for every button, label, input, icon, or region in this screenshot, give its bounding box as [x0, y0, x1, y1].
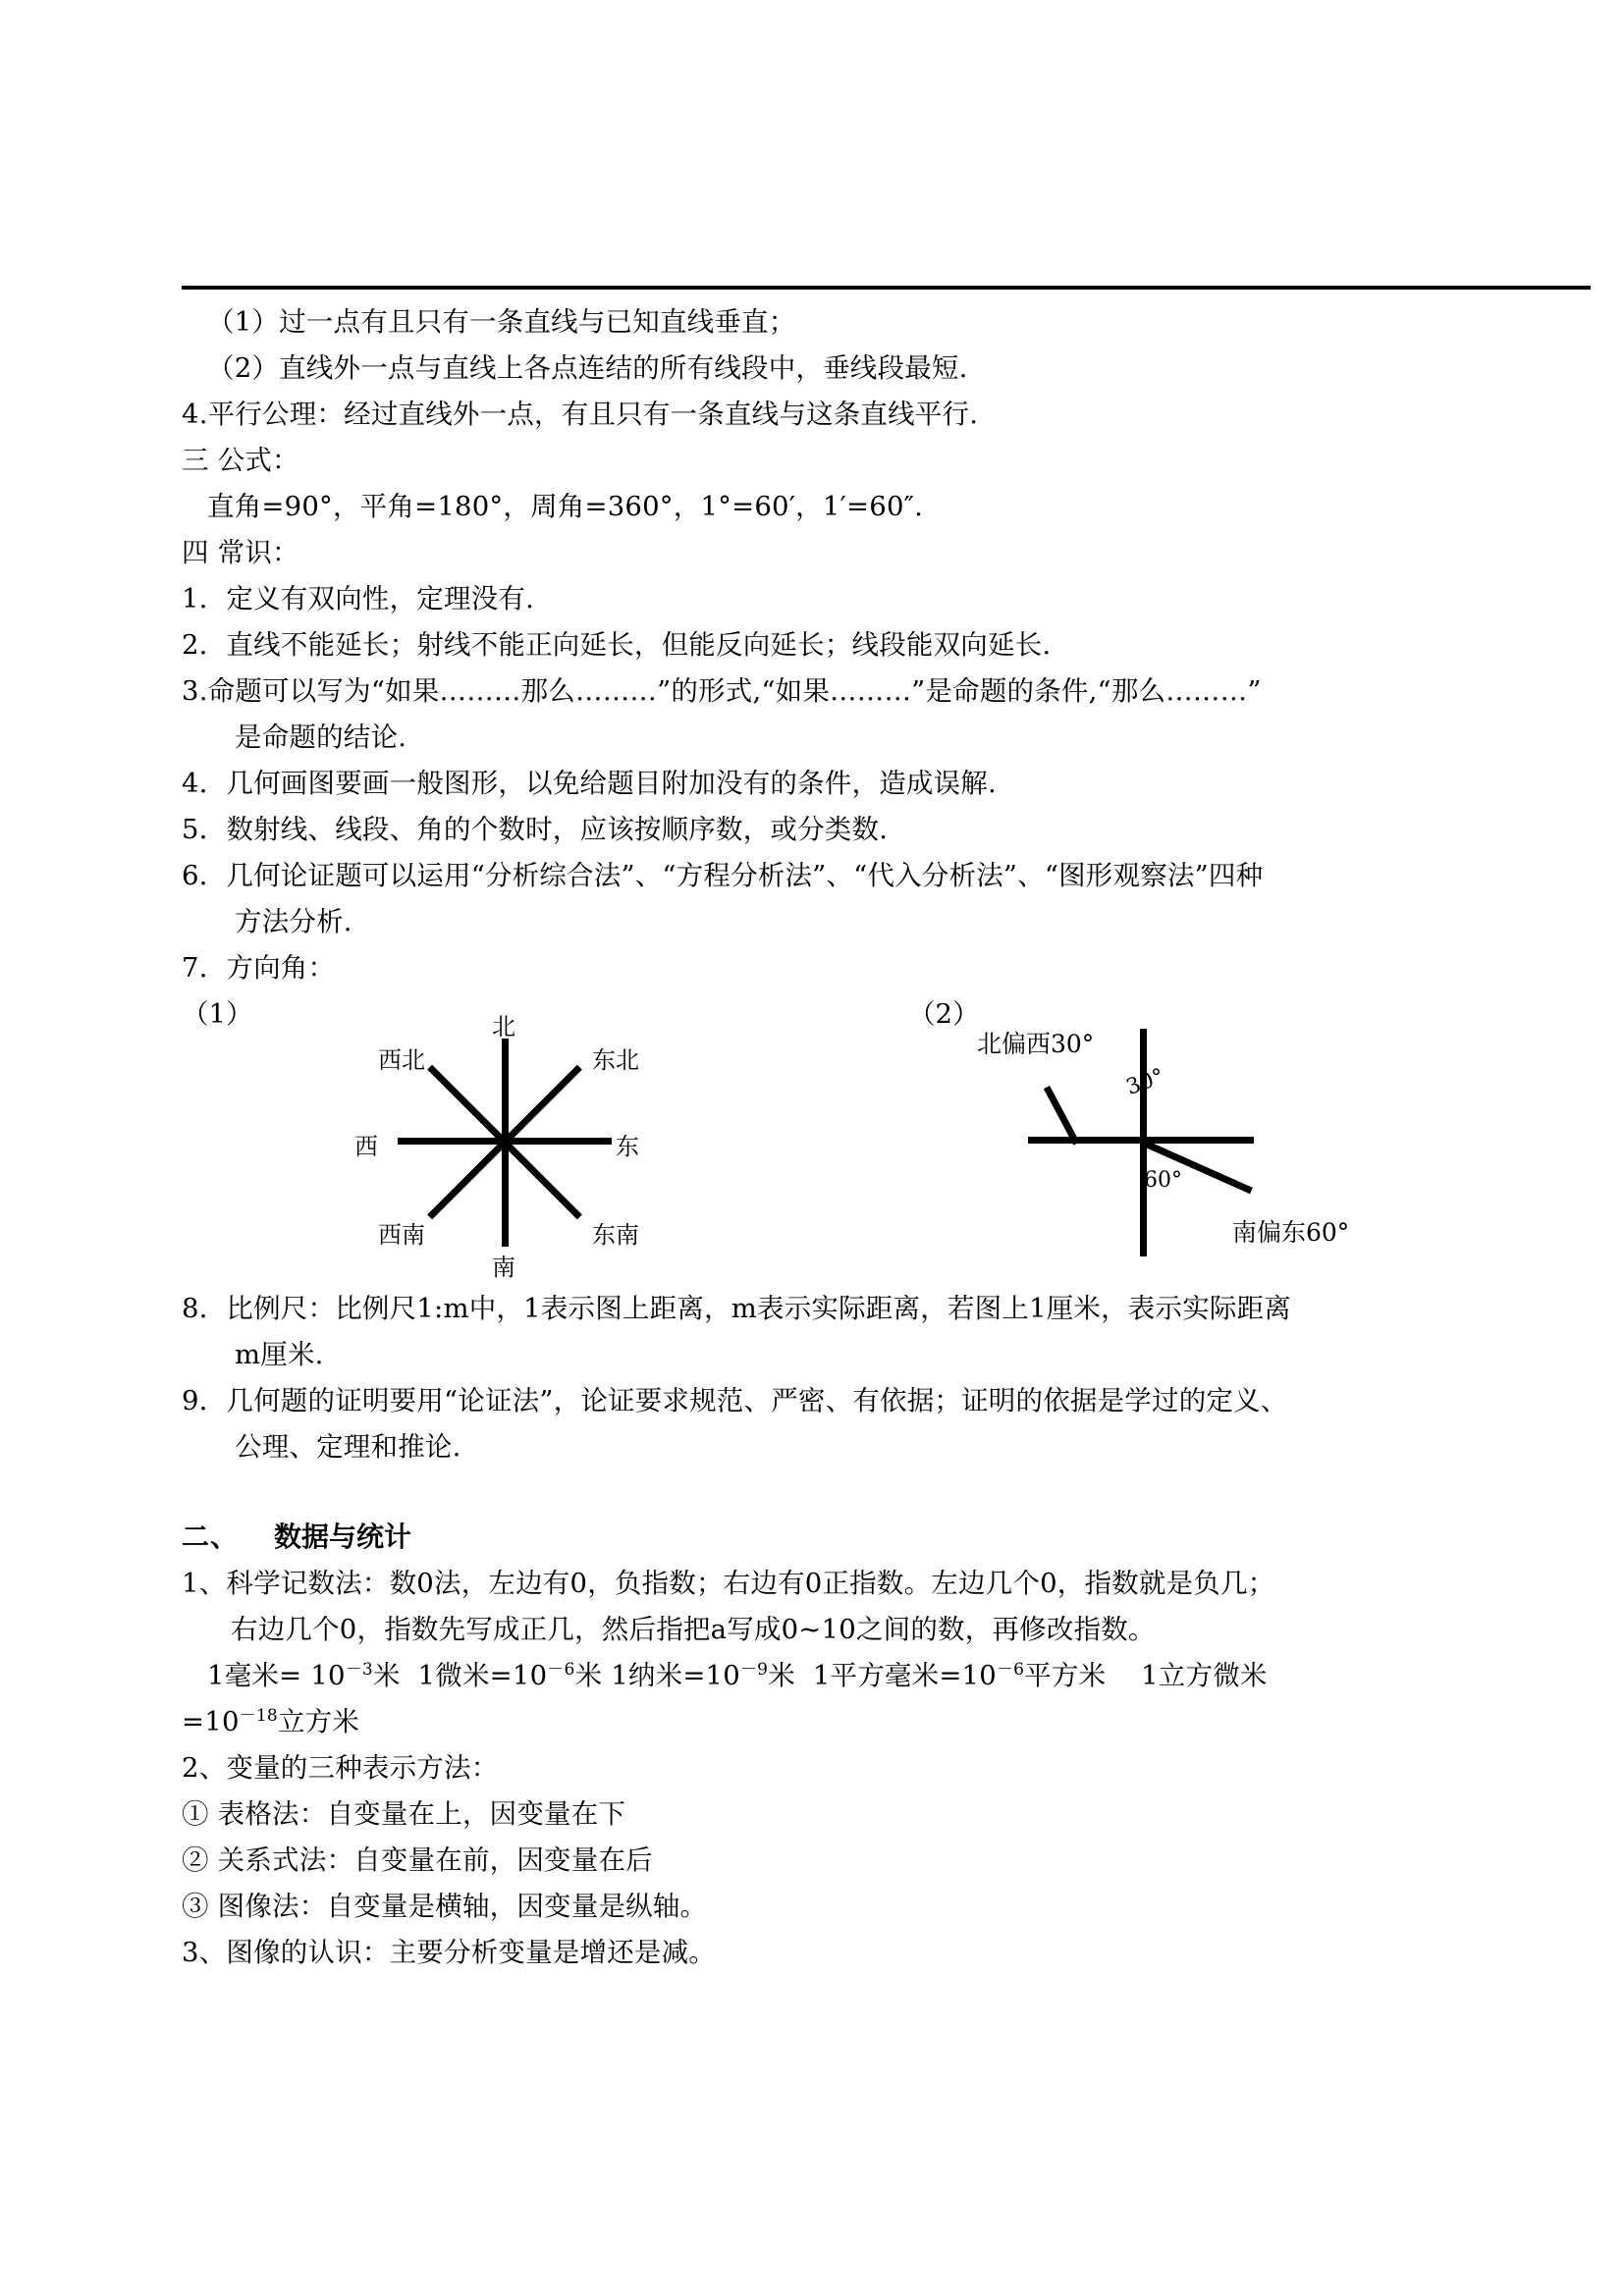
text-line: ① 表格法：自变量在上，因变量在下: [182, 1798, 626, 1830]
unit-text: 1毫米= 10: [207, 1660, 346, 1691]
subsection-heading-common-knowledge: 四 常识：: [182, 537, 299, 568]
figure-2-label: （2）: [908, 998, 980, 1030]
eight-direction-compass-figure: [354, 1013, 653, 1281]
exponent: －6: [996, 1659, 1025, 1680]
exponent: －6: [547, 1659, 575, 1680]
text-line: （2）直线外一点与直线上各点连结的所有线段中，垂线段最短.: [207, 352, 968, 384]
text-line: 6．几何论证题可以运用“分析综合法”、“方程分析法”、“代入分析法”、“图形观察法”四种: [182, 860, 1264, 891]
exponent: －9: [739, 1659, 769, 1680]
text-line: 9．几何题的证明要用“论证法”，论证要求规范、严密、有依据；证明的依据是学过的定义、: [182, 1385, 1288, 1416]
header-rule: [182, 286, 1591, 290]
compass-label-south: 南: [492, 1254, 515, 1281]
bearing-angle-30-label: 30°: [1122, 1064, 1168, 1100]
text-line: 右边几个0，指数先写成正几，然后指把a写成0~10之间的数，再修改指数。: [231, 1614, 1156, 1645]
text-line: 3.命题可以写为“如果………那么………”的形式,“如果………”是命题的条件,“那么………”: [182, 675, 1262, 707]
text-line: 4．几何画图要画一般图形，以免给题目附加没有的条件，造成误解.: [182, 768, 997, 799]
text-line: 8．比例尺：比例尺1:m中，1表示图上距离，m表示实际距离，若图上1厘米，表示实际距离: [182, 1293, 1292, 1324]
unit-text: 米 1微米=10: [372, 1660, 548, 1691]
compass-label-north: 北: [492, 1013, 515, 1041]
unit-conversion-line-2: [182, 1699, 1605, 1745]
unit-text: 平方米 1立方微米: [1024, 1660, 1268, 1691]
section-number: 二、: [182, 1521, 240, 1553]
compass-label-southeast: 东南: [592, 1221, 639, 1249]
text-line: 7．方向角：: [182, 952, 336, 984]
text-line: m厘米.: [235, 1339, 324, 1370]
bearing-angle-figure: [977, 1019, 1350, 1274]
compass-label-northeast: 东北: [592, 1046, 639, 1074]
text-line: （1）过一点有且只有一条直线与已知直线垂直；: [207, 306, 796, 338]
unit-text: 米 1纳米=10: [574, 1660, 740, 1691]
unit-conversion-line-1: [182, 1653, 1605, 1699]
subsection-heading-formulas: 三 公式：: [182, 445, 299, 476]
direction-angle-figures: [182, 991, 1605, 1286]
exponent: －18: [239, 1705, 278, 1726]
exponent: －3: [345, 1659, 373, 1680]
compass-label-northwest: 西北: [378, 1046, 425, 1074]
text-line: 3、图像的认识：主要分析变量是增还是减。: [182, 1937, 716, 1968]
compass-label-southwest: 西南: [378, 1221, 425, 1249]
text-line: 公理、定理和推论.: [235, 1431, 461, 1463]
unit-text: 立方米: [277, 1706, 360, 1737]
compass-label-east: 东: [616, 1133, 639, 1160]
text-line: 直角=90°，平角=180°，周角=360°，1°=60′，1′=60″.: [207, 491, 924, 522]
unit-text: 米 1平方毫米=10: [768, 1660, 997, 1691]
section-title: 数据与统计: [274, 1521, 412, 1553]
text-line: ② 关系式法：自变量在前，因变量在后: [182, 1844, 653, 1876]
document-body: [182, 299, 1605, 1976]
bearing-label-south-east-60: 南偏东60°: [1232, 1218, 1350, 1247]
bearing-label-north-west-30: 北偏西30°: [977, 1030, 1095, 1058]
text-line: 1、科学记数法：数0法，左边有0，负指数；右边有0正指数。左边几个0，指数就是负几；: [182, 1568, 1275, 1599]
section-heading: [182, 1514, 1605, 1561]
text-line: 2．直线不能延长；射线不能正向延长，但能反向延长；线段能双向延长.: [182, 629, 1052, 661]
text-line: 5．数射线、线段、角的个数时，应该按顺序数，或分类数.: [182, 814, 889, 845]
bearing-angle-60-label: 60°: [1144, 1168, 1182, 1193]
text-line: 是命题的结论.: [235, 721, 407, 753]
unit-text: =10: [182, 1706, 240, 1737]
section-spacer: [182, 1470, 1605, 1514]
figure-1-label: （1）: [182, 998, 253, 1030]
text-line: 方法分析.: [235, 906, 352, 937]
text-line: ③ 图像法：自变量是横轴，因变量是纵轴。: [182, 1891, 708, 1922]
text-line: 1．定义有双向性，定理没有.: [182, 583, 535, 614]
text-line: 2、变量的三种表示方法：: [182, 1752, 499, 1784]
compass-label-west: 西: [354, 1133, 378, 1160]
text-line: 4.平行公理：经过直线外一点，有且只有一条直线与这条直线平行.: [182, 399, 979, 430]
